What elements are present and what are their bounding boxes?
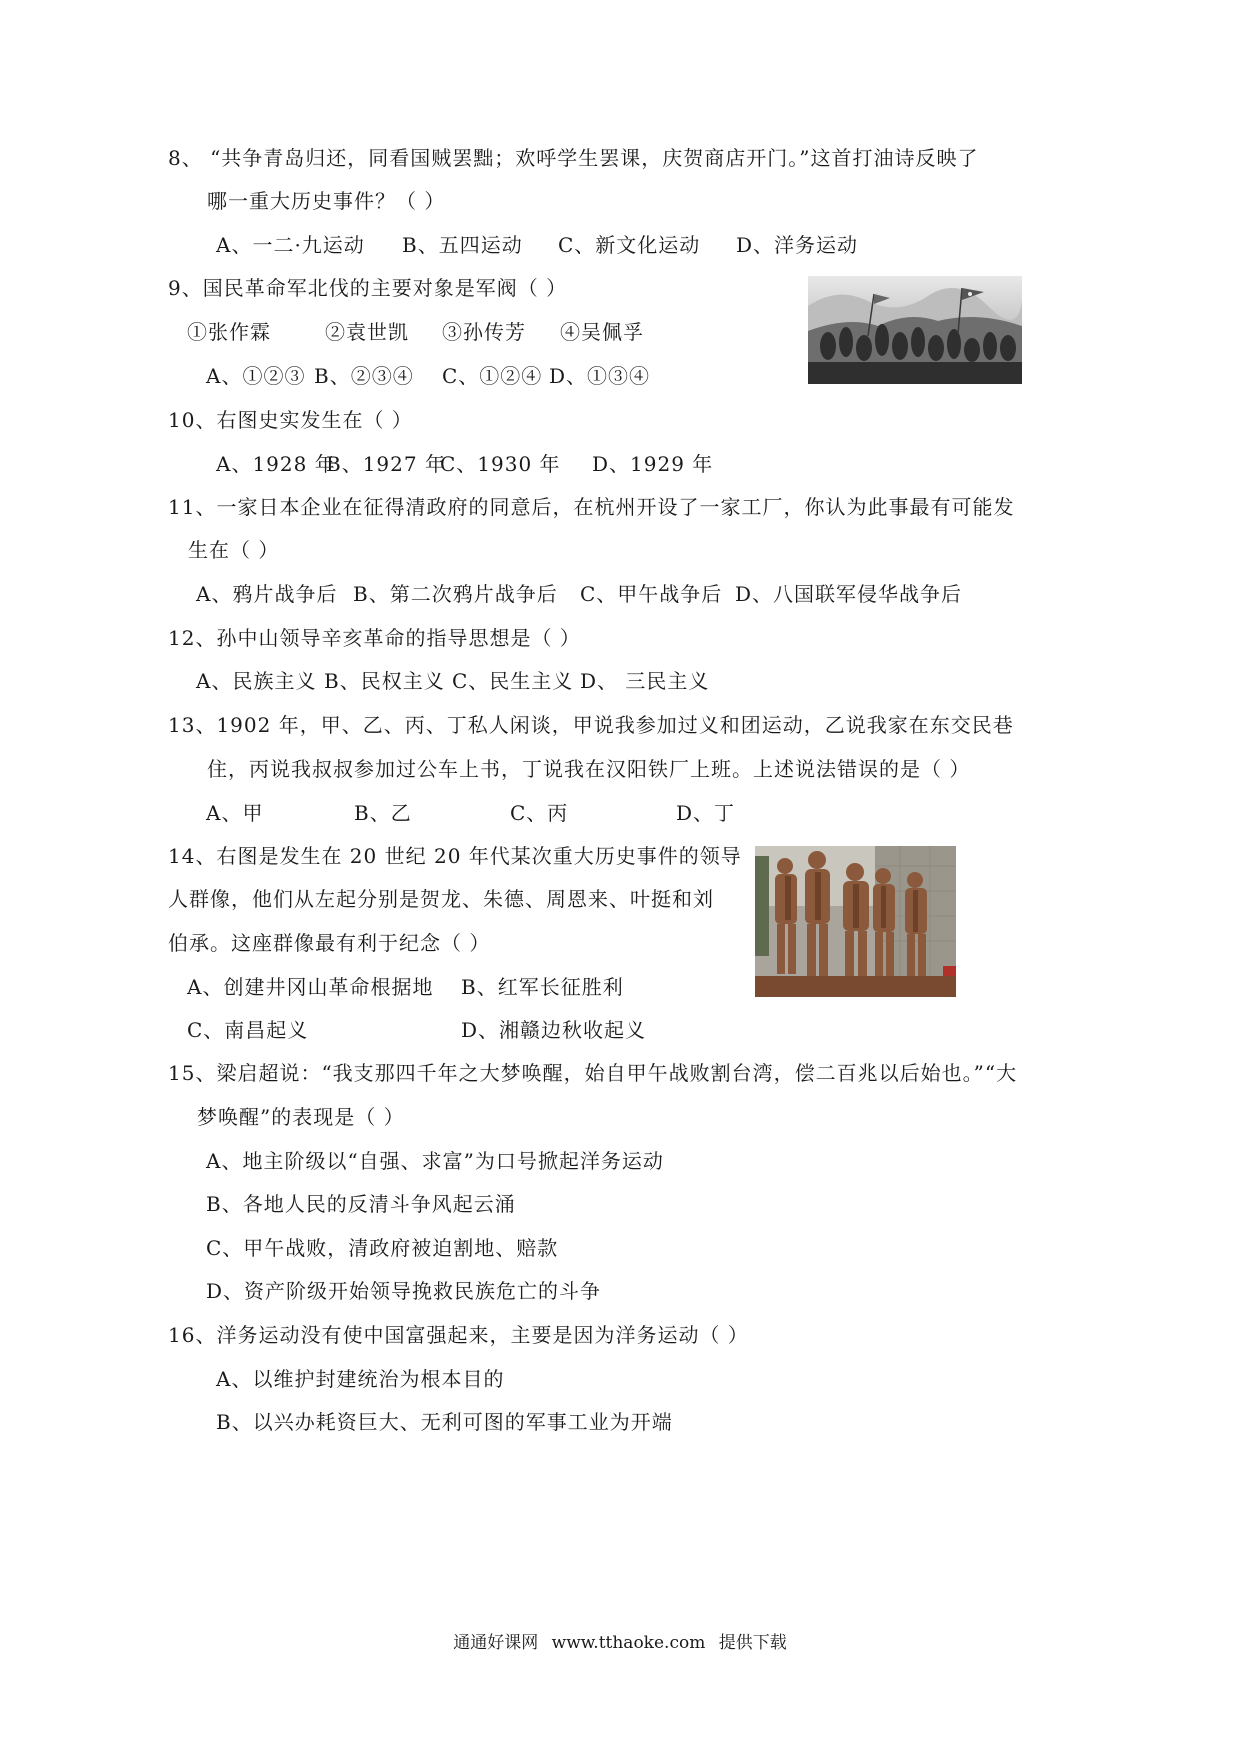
q10-option-c: C、1930 年 (440, 452, 561, 476)
q12-option-a: A、民族主义 (196, 669, 317, 693)
q11-stem-line2: 生在（ ） (188, 538, 280, 562)
q9-option-d: D、①③④ (549, 364, 651, 388)
q13-option-b: B、乙 (354, 801, 412, 825)
footer-site-name: 通通好课网 (453, 1633, 539, 1653)
q16-option-b: B、以兴办耗资巨大、无利可图的军事工业为开端 (216, 1410, 673, 1434)
page-footer (0, 1632, 1240, 1654)
q15-stem-line1: 15、梁启超说：“我支那四千年之大梦唤醒，始自甲午战败割台湾，偿二百兆以后始也。”“大 (168, 1061, 1018, 1085)
q14-option-d: D、湘赣边秋收起义 (461, 1018, 647, 1042)
q15-option-d: D、资产阶级开始领导挽救民族危亡的斗争 (206, 1279, 602, 1303)
q15-option-c: C、甲午战败，清政府被迫割地、赔款 (206, 1236, 559, 1260)
q14-stem-line1: 14、右图是发生在 20 世纪 20 年代某次重大历史事件的领导 (168, 844, 742, 868)
q11-option-c: C、甲午战争后 (580, 582, 723, 606)
q11-stem-line1: 11、一家日本企业在征得清政府的同意后，在杭州开设了一家工厂，你认为此事最有可能发 (168, 495, 1015, 519)
q8-stem-line2: 哪一重大历史事件？（ ） (207, 189, 446, 213)
q10-option-a: A、1928 年 (216, 452, 336, 476)
q12-option-b: B、民权主义 (324, 669, 445, 693)
q9-item-4: ④吴佩孚 (560, 320, 644, 344)
q16-option-a: A、以维护封建统治为根本目的 (216, 1367, 505, 1391)
q8-option-c: C、新文化运动 (558, 233, 701, 257)
q10-option-b: B、1927 年 (326, 452, 446, 476)
q14-option-c: C、南昌起义 (187, 1018, 309, 1042)
q15-option-b: B、各地人民的反清斗争风起云涌 (206, 1192, 516, 1216)
q8-stem-line1: 8、 “共争青岛归还，同看国贼罢黜；欢呼学生罢课，庆贺商店开门。”这首打油诗反映了 (168, 146, 979, 170)
q13-stem-line1: 13、1902 年，甲、乙、丙、丁私人闲谈，甲说我参加过义和团运动，乙说我家在东交民巷 (168, 713, 1014, 737)
q9-option-b: B、②③④ (314, 364, 414, 388)
q13-option-a: A、甲 (206, 801, 264, 825)
q14-option-b: B、红军长征胜利 (461, 975, 624, 999)
q9-item-1: ①张作霖 (187, 320, 271, 344)
q9-item-2: ②袁世凯 (325, 320, 409, 344)
q15-option-a: A、地主阶级以“自强、求富”为口号掀起洋务运动 (206, 1149, 664, 1173)
q12-option-c: C、民生主义 (452, 669, 574, 693)
q12-option-d: D、 三民主义 (580, 669, 710, 693)
northern-expedition-photo (808, 276, 1022, 384)
q13-stem-line2: 住，丙说我叔叔参加过公车上书，丁说我在汉阳铁厂上班。上述说法错误的是（ ） (207, 757, 971, 781)
q16-stem: 16、洋务运动没有使中国富强起来，主要是因为洋务运动（ ） (168, 1323, 749, 1347)
q11-option-d: D、八国联军侵华战争后 (735, 582, 963, 606)
q11-option-b: B、第二次鸦片战争后 (353, 582, 558, 606)
q9-option-a: A、①②③ (206, 364, 306, 388)
q8-option-d: D、洋务运动 (736, 233, 859, 257)
q13-option-d: D、丁 (676, 801, 736, 825)
q10-stem: 10、右图史实发生在（ ） (168, 408, 413, 432)
q9-stem: 9、国民革命军北伐的主要对象是军阀（ ） (168, 276, 568, 300)
q9-option-c: C、①②④ (442, 364, 543, 388)
q10-option-d: D、1929 年 (592, 452, 714, 476)
footer-url-link[interactable]: www.tthaoke.com (551, 1633, 706, 1653)
footer-note: 提供下载 (718, 1633, 787, 1653)
q8-option-b: B、五四运动 (402, 233, 523, 257)
q13-option-c: C、丙 (510, 801, 569, 825)
q14-stem-line3: 伯承。这座群像最有利于纪念（ ） (168, 931, 491, 955)
q14-stem-line2: 人群像，他们从左起分别是贺龙、朱德、周恩来、叶挺和刘 (168, 887, 714, 911)
nanchang-uprising-statue-photo (755, 846, 956, 997)
q11-option-a: A、鸦片战争后 (196, 582, 338, 606)
q12-stem: 12、孙中山领导辛亥革命的指导思想是（ ） (168, 626, 581, 650)
q8-option-a: A、一二·九运动 (216, 233, 365, 257)
q14-option-a: A、创建井冈山革命根据地 (187, 975, 434, 999)
q9-item-3: ③孙传芳 (442, 320, 526, 344)
q15-stem-line2: 梦唤醒”的表现是（ ） (197, 1105, 405, 1129)
